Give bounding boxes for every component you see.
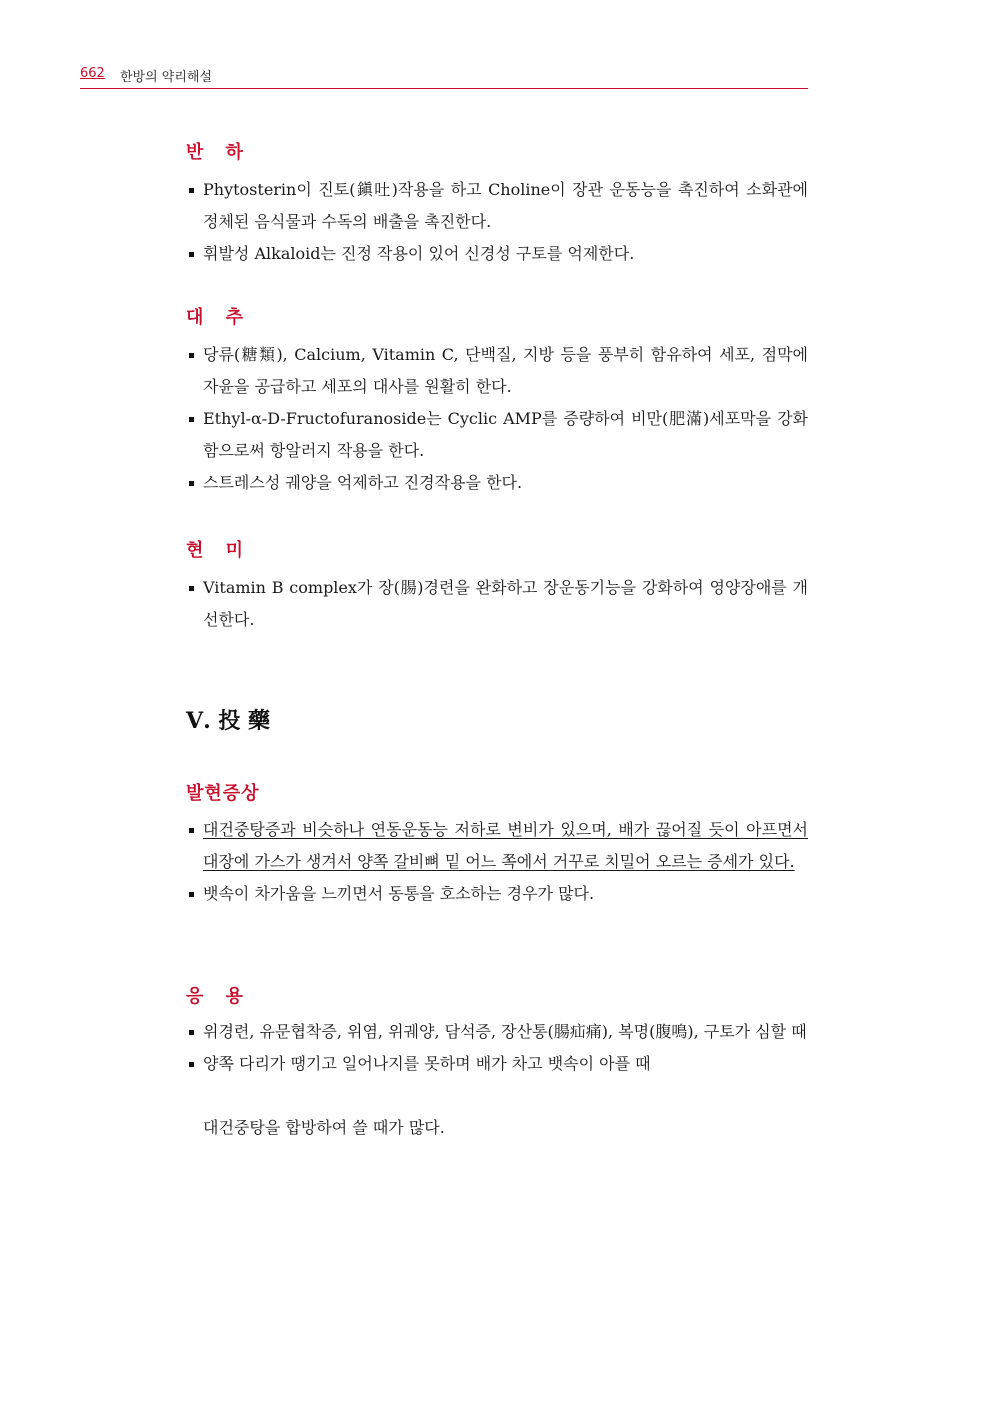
bullet-icon (189, 188, 194, 193)
section-title-hyunmi: 현 미 (186, 540, 252, 561)
bullet-icon (189, 353, 194, 358)
list-item (186, 403, 808, 467)
list-item-text: Ethyl-α-D-Fructofuranoside는 Cyclic AMP를 증량하여 비만(肥滿)세포막을 강화함으로써 항알러지 작용을 한다. (203, 409, 808, 460)
list-item-text: 스트레스성 궤양을 억제하고 진경작용을 한다. (203, 473, 523, 492)
list-item (186, 878, 808, 910)
section-title-banha: 반 하 (186, 142, 252, 163)
bullet-icon (189, 828, 194, 833)
bullet-icon (189, 1030, 194, 1035)
section-title-application: 응 용 (186, 986, 252, 1007)
list-item-text: 대건중탕증과 비슷하나 연동운동능 저하로 변비가 있으며, 배가 끊어질 듯이 아프면서 대장에 가스가 생겨서 양쪽 갈비뼈 밑 어느 쪽에서 거꾸로 치밀어 오르는 증세가 있다. (203, 820, 808, 871)
list-item (186, 572, 808, 636)
section-title-symptoms: 발현증상 (186, 783, 260, 804)
application-note: 대건중탕을 합방하여 쓸 때가 많다. (203, 1118, 445, 1137)
section-title-daechu: 대 추 (186, 307, 252, 328)
bullet-icon (189, 586, 194, 591)
list-item-text: Vitamin B complex가 장(腸)경련을 완화하고 장운동기능을 강화하여 영양장애를 개선한다. (203, 578, 808, 629)
list-item (186, 467, 808, 499)
list-item-text: 양쪽 다리가 땡기고 일어나지를 못하며 배가 차고 뱃속이 아플 때 (203, 1054, 651, 1073)
list-item (186, 339, 808, 403)
section-banha-list (186, 174, 808, 270)
list-item-text: 위경련, 유문협착증, 위염, 위궤양, 담석증, 장산통(腸疝痛), 복명(腹鳴), 구토가 심할 때 (203, 1022, 807, 1041)
section-hyunmi-list (186, 572, 808, 636)
list-item (186, 174, 808, 238)
list-item-text: 휘발성 Alkaloid는 진정 작용이 있어 신경성 구토를 억제한다. (203, 244, 635, 263)
page-number: 662 (80, 66, 105, 81)
list-item (186, 1016, 808, 1048)
list-item-text: 뱃속이 차가움을 느끼면서 동통을 호소하는 경우가 많다. (203, 884, 595, 903)
list-item (186, 814, 808, 878)
running-header (80, 66, 808, 89)
application-list (186, 1016, 808, 1080)
list-item (186, 238, 808, 270)
symptoms-list (186, 814, 808, 910)
section-daechu-list (186, 339, 808, 499)
bullet-icon (189, 417, 194, 422)
bullet-icon (189, 892, 194, 897)
book-title: 한방의 약리해설 (120, 70, 213, 85)
list-item (186, 1048, 808, 1080)
list-item-text: 당류(糖類), Calcium, Vitamin C, 단백질, 지방 등을 풍부히 함유하여 세포, 점막에 자윤을 공급하고 세포의 대사를 원활히 한다. (203, 345, 808, 396)
bullet-icon (189, 1062, 194, 1067)
bullet-icon (189, 252, 194, 257)
bullet-icon (189, 481, 194, 486)
list-item-text: Phytosterin이 진토(鎭吐)작용을 하고 Choline이 장관 운동능을 촉진하여 소화관에 정체된 음식물과 수독의 배출을 촉진한다. (203, 180, 808, 231)
chapter-title: Ⅴ. 投 藥 (186, 708, 271, 734)
